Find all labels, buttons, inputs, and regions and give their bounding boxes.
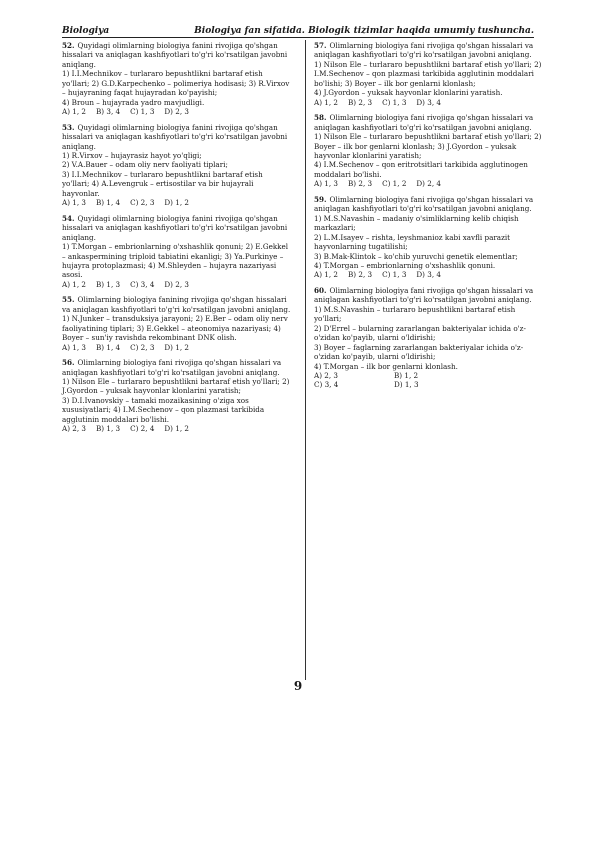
page-number: 9 bbox=[293, 679, 303, 693]
answer-option: C) 1, 3 bbox=[382, 97, 407, 107]
statement: 1) R.Virxov – hujayrasiz hayot yo'qligi; bbox=[62, 150, 202, 160]
answer-option: A) 1, 2 bbox=[314, 97, 338, 107]
question-text: Olimlarning biologiya fanining rivojiga qo'shgan hissalari va aniqlagan kashfiyotlari to'g'ri ko'rsatilgan javobni aniqlang. bbox=[62, 295, 291, 314]
header-subject: Biologiya bbox=[62, 26, 110, 36]
answer-option: A) 1, 2 bbox=[314, 270, 338, 280]
question-stem bbox=[62, 358, 292, 377]
answer-option: B) 2, 3 bbox=[348, 179, 373, 189]
statement: 1) M.S.Navashin – madaniy o'simliklarning kelib chiqish markazlari; bbox=[314, 213, 519, 233]
statement: 1) T.Morgan – embrionlarning o'xshashlik qonuni; 2) E.Gekkel – ankaspermining triploid tabiatini ekanligi; 3) Ya.Purkinye – hujayra protoplazmasi; 4) M.Shleyden – hujayra nazariyasi asosi. bbox=[62, 242, 289, 280]
question-number: 54. bbox=[62, 213, 75, 223]
answer-option: C) 2, 3 bbox=[130, 342, 155, 352]
statement: 4) Broun – hujayrada yadro mavjudligi. bbox=[62, 97, 205, 107]
question-number: 57. bbox=[314, 41, 327, 50]
statement: 1) Nilson Ele – turlararo bepushtlikni bartaraf etish yo'llari; 2) Boyer – ilk bor genlarni klonlash; 3) J.Gyordon – yuksak hayvonlar klonlarini yaratish; bbox=[314, 132, 542, 160]
answer-option: D) 1, 2 bbox=[164, 198, 189, 208]
answer-option: C) 3, 4 bbox=[314, 380, 339, 390]
question-text: Olimlarning biologiya fani rivojiga qo'shgan hissalari va aniqlagan kashfiyotlari to'g'ri ko'rsatilgan javobni aniqlang. bbox=[314, 113, 534, 132]
question-number: 58. bbox=[314, 113, 327, 123]
question bbox=[62, 358, 292, 434]
question-stem bbox=[62, 295, 292, 314]
statement: 1) N.Junker – transduksiya jarayoni; 2) E.Ber – odam oliy nerv faoliyatining tiplari; 3) E.Gekkel – ateonomiya nazariyasi; 4) Boyer – sun'iy ravishda rekombinant DNK olish. bbox=[62, 314, 288, 343]
answer-option: B) 1, 4 bbox=[96, 342, 121, 352]
header-topic: Biologiya fan sifatida. Biologik tizimlar haqida umumiy tushuncha. bbox=[194, 26, 534, 36]
question bbox=[314, 195, 544, 280]
question-text: Quyidagi olimlarning biologiya fanini rivojiga qo'shgan hissalari va aniqlagan kashfiyotlari to'g'ri ko'rsatilgan javobni aniqlang. bbox=[62, 41, 288, 69]
statement: 4) T.Morgan – ilk bor genlarni klonlash. bbox=[314, 361, 458, 371]
right-column bbox=[314, 41, 544, 396]
statement: 2) V.A.Bauer – odam oliy nerv faoliyati tiplari; bbox=[62, 160, 228, 170]
answer-options bbox=[314, 179, 544, 188]
question-text: Quyidagi olimlarning biologiya fanini rivojiga qo'shgan hissalari va aniqlagan kashfiyotlari to'g'ri ko'rsatilgan javobni aniqlang. bbox=[62, 122, 288, 151]
statement: 3) Boyer – faglarning zararlangan bakteriyalar ichida o'z-o'zidan ko'payib, ularni o'ldirishi; bbox=[314, 342, 524, 362]
answer-option: A) 1, 3 bbox=[314, 179, 338, 189]
statement: 4) J.Gyordon – yuksak hayvonlar klonlarini yaratish. bbox=[314, 88, 503, 98]
question-text: Olimlarning biologiya fani rivojiga qo'shgan hissalari va aniqlagan kashfiyotlari to'g'ri ko'rsatilgan javobni aniqlang. bbox=[314, 194, 534, 214]
answer-options bbox=[62, 424, 292, 433]
statement: 1) I.I.Mechnikov – turlararo bepushtlikni bartaraf etish yo'llari; 2) G.D.Karpechenko – polimeriya hodisasi; 3) R.Virxov – hujayraning faqat hujayradan ko'payishi; bbox=[62, 69, 290, 98]
question-number: 53. bbox=[62, 122, 75, 132]
question-text: Olimlarning biologiya fani rivojiga qo'shgan hissalari va aniqlagan kashfiyotlari to'g'ri ko'rsatilgan javobni aniqlang. bbox=[314, 41, 534, 60]
answer-option: A) 1, 2 bbox=[62, 279, 86, 289]
question-stem bbox=[314, 195, 544, 214]
answer-option: C) 1, 3 bbox=[130, 107, 155, 117]
answer-option: B) 1, 2 bbox=[394, 370, 419, 380]
statement: 4) T.Morgan – embrionlarning o'xshashlik qonuni. bbox=[314, 260, 496, 270]
answer-option: B) 2, 3 bbox=[348, 97, 373, 107]
statement: 3) B.Mak-Klintok – ko'chib yuruvchi genetik elementlar; bbox=[314, 251, 518, 261]
answer-option: B) 1, 3 bbox=[96, 424, 121, 434]
answer-option: C) 1, 3 bbox=[382, 270, 407, 280]
question-stem bbox=[314, 41, 544, 60]
question-text: Olimlarning biologiya fani rivojiga qo'shgan hissalari va aniqlagan kashfiyotlari to'g'ri ko'rsatilgan javobni aniqlang. bbox=[62, 358, 282, 377]
statement: 4) I.M.Sechenov – qon eritrotsitlari tarkibida agglutinogen moddalari bo'lishi. bbox=[314, 160, 528, 179]
statement: 1) M.S.Navashin – turlararo bepushtlikni bartaraf etish yo'llari; bbox=[314, 304, 516, 324]
answer-option: D) 3, 4 bbox=[416, 270, 441, 280]
answer-option: A) 1, 3 bbox=[62, 342, 86, 352]
answer-options bbox=[314, 371, 484, 390]
answer-option: A) 1, 3 bbox=[62, 198, 86, 208]
answer-option: D) 1, 2 bbox=[164, 342, 189, 352]
answer-options bbox=[62, 343, 292, 352]
question bbox=[62, 295, 292, 352]
answer-options bbox=[62, 198, 292, 207]
statement: 3) I.I.Mechnikov – turlararo bepushtlikni bartaraf etish yo'llari; 4) A.Levengruk – ertisostilar va bir hujayrali hayvonlar. bbox=[62, 169, 263, 198]
question bbox=[314, 41, 544, 107]
answer-option: B) 1, 3 bbox=[96, 279, 121, 289]
question bbox=[62, 214, 292, 290]
answer-option: A) 2, 3 bbox=[62, 424, 86, 434]
statement: 2) D'Errel – bularning zararlangan bakteriyalar ichida o'z-o'zidan ko'payib, ularni o'ldirishi; bbox=[314, 323, 526, 343]
statement: 1) Nilson Ele – turlararo bepushtlikni bartaraf etish yo'llari; 2) J.Gyordon – yuksak hayvonlar klonlarini yaratish; bbox=[62, 376, 290, 396]
answer-option: D) 3, 4 bbox=[416, 97, 441, 107]
answer-option: D) 1, 3 bbox=[394, 380, 419, 390]
question bbox=[62, 41, 292, 117]
answer-options bbox=[314, 98, 544, 107]
question-stem bbox=[62, 41, 292, 69]
answer-options bbox=[314, 270, 544, 279]
page-header bbox=[62, 20, 534, 38]
answer-option: A) 2, 3 bbox=[314, 370, 338, 380]
answer-option: C) 2, 3 bbox=[130, 198, 155, 208]
left-column bbox=[62, 41, 292, 440]
question-stem bbox=[314, 113, 544, 132]
statement: 3) D.I.Ivanovskiy – tamaki mozaikasining o'ziga xos xususiyatlari; 4) I.M.Sechenov – qon plazmasi tarkibida agglutinin moddalari bo'lishi. bbox=[62, 395, 265, 424]
answer-option: C) 2, 4 bbox=[130, 424, 155, 434]
answer-option: D) 2, 3 bbox=[164, 279, 189, 289]
column-divider bbox=[305, 40, 306, 680]
answer-option: D) 2, 3 bbox=[164, 107, 189, 117]
question-number: 60. bbox=[314, 285, 327, 295]
answer-option: A) 1, 2 bbox=[62, 107, 86, 117]
answer-options bbox=[62, 107, 292, 116]
answer-option: C) 1, 2 bbox=[382, 179, 407, 189]
answer-option: D) 1, 2 bbox=[164, 424, 189, 434]
question-text: Quyidagi olimlarning biologiya fanini rivojiga qo'shgan hissalari va aniqlagan kashfiyotlari to'g'ri ko'rsatilgan javobni aniqlang. bbox=[62, 213, 288, 242]
answer-option: B) 1, 4 bbox=[96, 198, 121, 208]
question bbox=[62, 123, 292, 208]
question-number: 52. bbox=[62, 41, 75, 50]
question-number: 55. bbox=[62, 295, 75, 305]
question bbox=[314, 286, 544, 390]
answer-options bbox=[62, 280, 292, 289]
statement: 1) Nilson Ele – turlararo bepushtlikni bartaraf etish yo'llari; 2) I.M.Sechenov – qon plazmasi tarkibida agglutinin moddalari bo'lishi; 3) Boyer – ilk bor genlarni klonlash; bbox=[314, 59, 542, 88]
question-stem bbox=[314, 286, 544, 305]
statement: 2) L.M.Isayev – rishta, leyshmanioz kabi xavfli parazit hayvonlarning tugatilishi; bbox=[314, 232, 511, 252]
question-number: 59. bbox=[314, 194, 327, 204]
question-text: Olimlarning biologiya fani rivojiga qo'shgan hissalari va aniqlagan kashfiyotlari to'g'ri ko'rsatilgan javobni aniqlang. bbox=[314, 285, 534, 305]
answer-option: B) 3, 4 bbox=[96, 107, 121, 117]
answer-option: B) 2, 3 bbox=[348, 270, 373, 280]
question-stem bbox=[62, 123, 292, 151]
question-number: 56. bbox=[62, 358, 75, 368]
answer-option: D) 2, 4 bbox=[416, 179, 441, 189]
question-stem bbox=[62, 214, 292, 242]
answer-option: C) 3, 4 bbox=[130, 279, 155, 289]
question bbox=[314, 113, 544, 189]
